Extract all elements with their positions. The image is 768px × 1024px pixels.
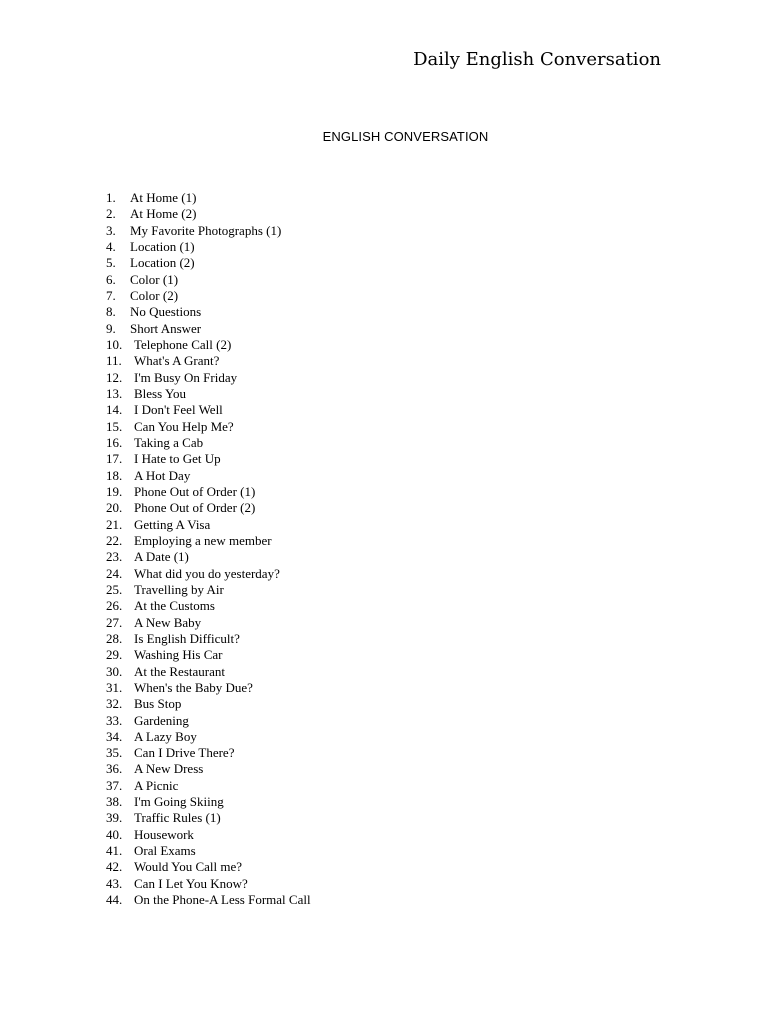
toc-item-number: 9.: [106, 320, 116, 336]
toc-item-title: At the Customs: [134, 598, 215, 614]
toc-item-number: 27.: [106, 614, 123, 630]
toc-item-title: A Lazy Boy: [134, 728, 197, 744]
toc-item-title: Travelling by Air: [134, 581, 224, 597]
toc-item-number: 15.: [106, 418, 123, 434]
toc-item-number: 30.: [106, 663, 123, 679]
toc-item: [106, 190, 311, 206]
toc-item: [106, 370, 311, 386]
toc-item: [106, 859, 311, 875]
table-of-contents: [106, 190, 311, 908]
toc-item-number: 32.: [106, 696, 123, 712]
toc-item: [106, 353, 311, 369]
toc-item-number: 34.: [106, 728, 123, 744]
toc-item-number: 12.: [106, 369, 123, 385]
toc-item: [106, 713, 311, 729]
toc-item-number: 43.: [106, 875, 123, 891]
toc-item-number: 3.: [106, 222, 116, 238]
toc-item-title: Housework: [134, 826, 194, 842]
toc-item: [106, 435, 311, 451]
toc-item: [106, 598, 311, 614]
toc-item-title: A New Baby: [134, 614, 202, 630]
toc-item-title: Telephone Call (2): [134, 336, 232, 352]
toc-item-title: Color (1): [130, 271, 179, 287]
toc-item-title: On the Phone-A Less Formal Call: [134, 892, 311, 908]
toc-item: [106, 321, 311, 337]
toc-item-number: 33.: [106, 712, 123, 728]
toc-item-number: 39.: [106, 810, 123, 826]
toc-item: [106, 484, 311, 500]
toc-item-number: 21.: [106, 516, 123, 532]
toc-item-title: A Hot Day: [134, 467, 191, 483]
toc-item-number: 31.: [106, 679, 123, 695]
toc-item-title: Can I Drive There?: [134, 745, 235, 761]
toc-item-number: 25.: [106, 581, 123, 597]
toc-item-number: 14.: [106, 402, 123, 418]
toc-item-title: Short Answer: [130, 320, 202, 336]
toc-item-title: A New Dress: [134, 761, 204, 777]
toc-item: [106, 876, 311, 892]
toc-item-title: Employing a new member: [134, 532, 272, 548]
toc-item-number: 28.: [106, 630, 123, 646]
toc-item: [106, 451, 311, 467]
toc-item-title: I'm Going Skiing: [134, 794, 224, 810]
toc-item: [106, 680, 311, 696]
toc-item-number: 20.: [106, 500, 123, 516]
toc-item-title: Gardening: [134, 712, 189, 728]
toc-item-number: 22.: [106, 532, 123, 548]
toc-item: [106, 631, 311, 647]
toc-item-number: 19.: [106, 483, 123, 499]
toc-item-title: Location (1): [130, 238, 195, 254]
toc-item-title: No Questions: [130, 304, 202, 320]
toc-item: [106, 810, 311, 826]
toc-item: [106, 664, 311, 680]
toc-item: [106, 843, 311, 859]
toc-item: [106, 239, 311, 255]
toc-item: [106, 582, 311, 598]
toc-item: [106, 304, 311, 320]
toc-item-number: 1.: [106, 190, 116, 205]
toc-item-number: 11.: [106, 353, 122, 369]
toc-item: [106, 533, 311, 549]
toc-item-title: Location (2): [130, 255, 195, 271]
toc-item: [106, 386, 311, 402]
toc-item-title: Getting A Visa: [134, 516, 211, 532]
toc-item-title: A Picnic: [134, 777, 179, 793]
toc-item-title: Would You Call me?: [134, 859, 243, 875]
toc-item-number: 36.: [106, 761, 123, 777]
toc-item-title: Phone Out of Order (1): [134, 483, 256, 499]
toc-item: [106, 288, 311, 304]
toc-item: [106, 827, 311, 843]
toc-item: [106, 615, 311, 631]
toc-item-number: 40.: [106, 826, 123, 842]
toc-item: [106, 761, 311, 777]
toc-item-number: 10.: [106, 336, 123, 352]
toc-item-number: 2.: [106, 206, 116, 222]
toc-item-title: My Favorite Photographs (1): [130, 222, 282, 238]
toc-item: [106, 272, 311, 288]
toc-item-number: 23.: [106, 549, 123, 565]
toc-item: [106, 729, 311, 745]
toc-item: [106, 517, 311, 533]
toc-item-title: Phone Out of Order (2): [134, 500, 256, 516]
page-header-title: Daily English Conversation: [413, 49, 661, 70]
toc-item: [106, 255, 311, 271]
toc-item-number: 7.: [106, 287, 116, 303]
toc-item: [106, 549, 311, 565]
toc-item: [106, 223, 311, 239]
toc-item-number: 8.: [106, 304, 116, 320]
toc-item-title: I Hate to Get Up: [134, 451, 221, 467]
toc-item: [106, 419, 311, 435]
toc-item-title: I'm Busy On Friday: [134, 369, 238, 385]
toc-item-number: 37.: [106, 777, 123, 793]
toc-item-title: A Date (1): [134, 549, 189, 565]
toc-item-number: 5.: [106, 255, 116, 271]
toc-item-number: 41.: [106, 843, 123, 859]
toc-item-number: 17.: [106, 451, 123, 467]
toc-item-title: Bus Stop: [134, 696, 182, 712]
toc-item-title: Taking a Cab: [134, 434, 204, 450]
toc-item-number: 44.: [106, 892, 123, 908]
toc-item-title: When's the Baby Due?: [134, 679, 253, 695]
toc-item-number: 29.: [106, 647, 123, 663]
toc-item: [106, 402, 311, 418]
toc-item-title: Bless You: [134, 385, 187, 401]
toc-item: [106, 566, 311, 582]
toc-item-title: Can You Help Me?: [134, 418, 234, 434]
toc-item-title: What's A Grant?: [134, 353, 220, 369]
toc-item-number: 24.: [106, 565, 123, 581]
toc-item-number: 26.: [106, 598, 123, 614]
toc-item: [106, 696, 311, 712]
toc-item-number: 42.: [106, 859, 123, 875]
toc-item-number: 16.: [106, 434, 123, 450]
toc-item-title: Color (2): [130, 287, 179, 303]
toc-item: [106, 500, 311, 516]
toc-item-title: At Home (2): [130, 206, 197, 222]
toc-item-title: I Don't Feel Well: [134, 402, 223, 418]
toc-item-title: Can I Let You Know?: [134, 875, 248, 891]
toc-item: [106, 778, 311, 794]
toc-item-number: 13.: [106, 385, 123, 401]
toc-item-title: Is English Difficult?: [134, 630, 240, 646]
toc-item-title: Washing His Car: [134, 647, 223, 663]
toc-item-number: 18.: [106, 467, 123, 483]
document-subtitle: ENGLISH CONVERSATION: [322, 129, 489, 144]
toc-item-title: At Home (1): [130, 190, 197, 205]
toc-item: [106, 647, 311, 663]
toc-item-number: 4.: [106, 238, 116, 254]
toc-item: [106, 206, 311, 222]
toc-item-title: At the Restaurant: [134, 663, 225, 679]
toc-item-title: What did you do yesterday?: [134, 565, 280, 581]
toc-item: [106, 794, 311, 810]
toc-item-number: 35.: [106, 745, 123, 761]
toc-item: [106, 892, 311, 908]
toc-item-title: Oral Exams: [134, 843, 196, 859]
toc-item-number: 38.: [106, 794, 123, 810]
toc-item-number: 6.: [106, 271, 116, 287]
toc-item: [106, 745, 311, 761]
toc-item: [106, 337, 311, 353]
toc-item: [106, 468, 311, 484]
toc-item-title: Traffic Rules (1): [134, 810, 221, 826]
